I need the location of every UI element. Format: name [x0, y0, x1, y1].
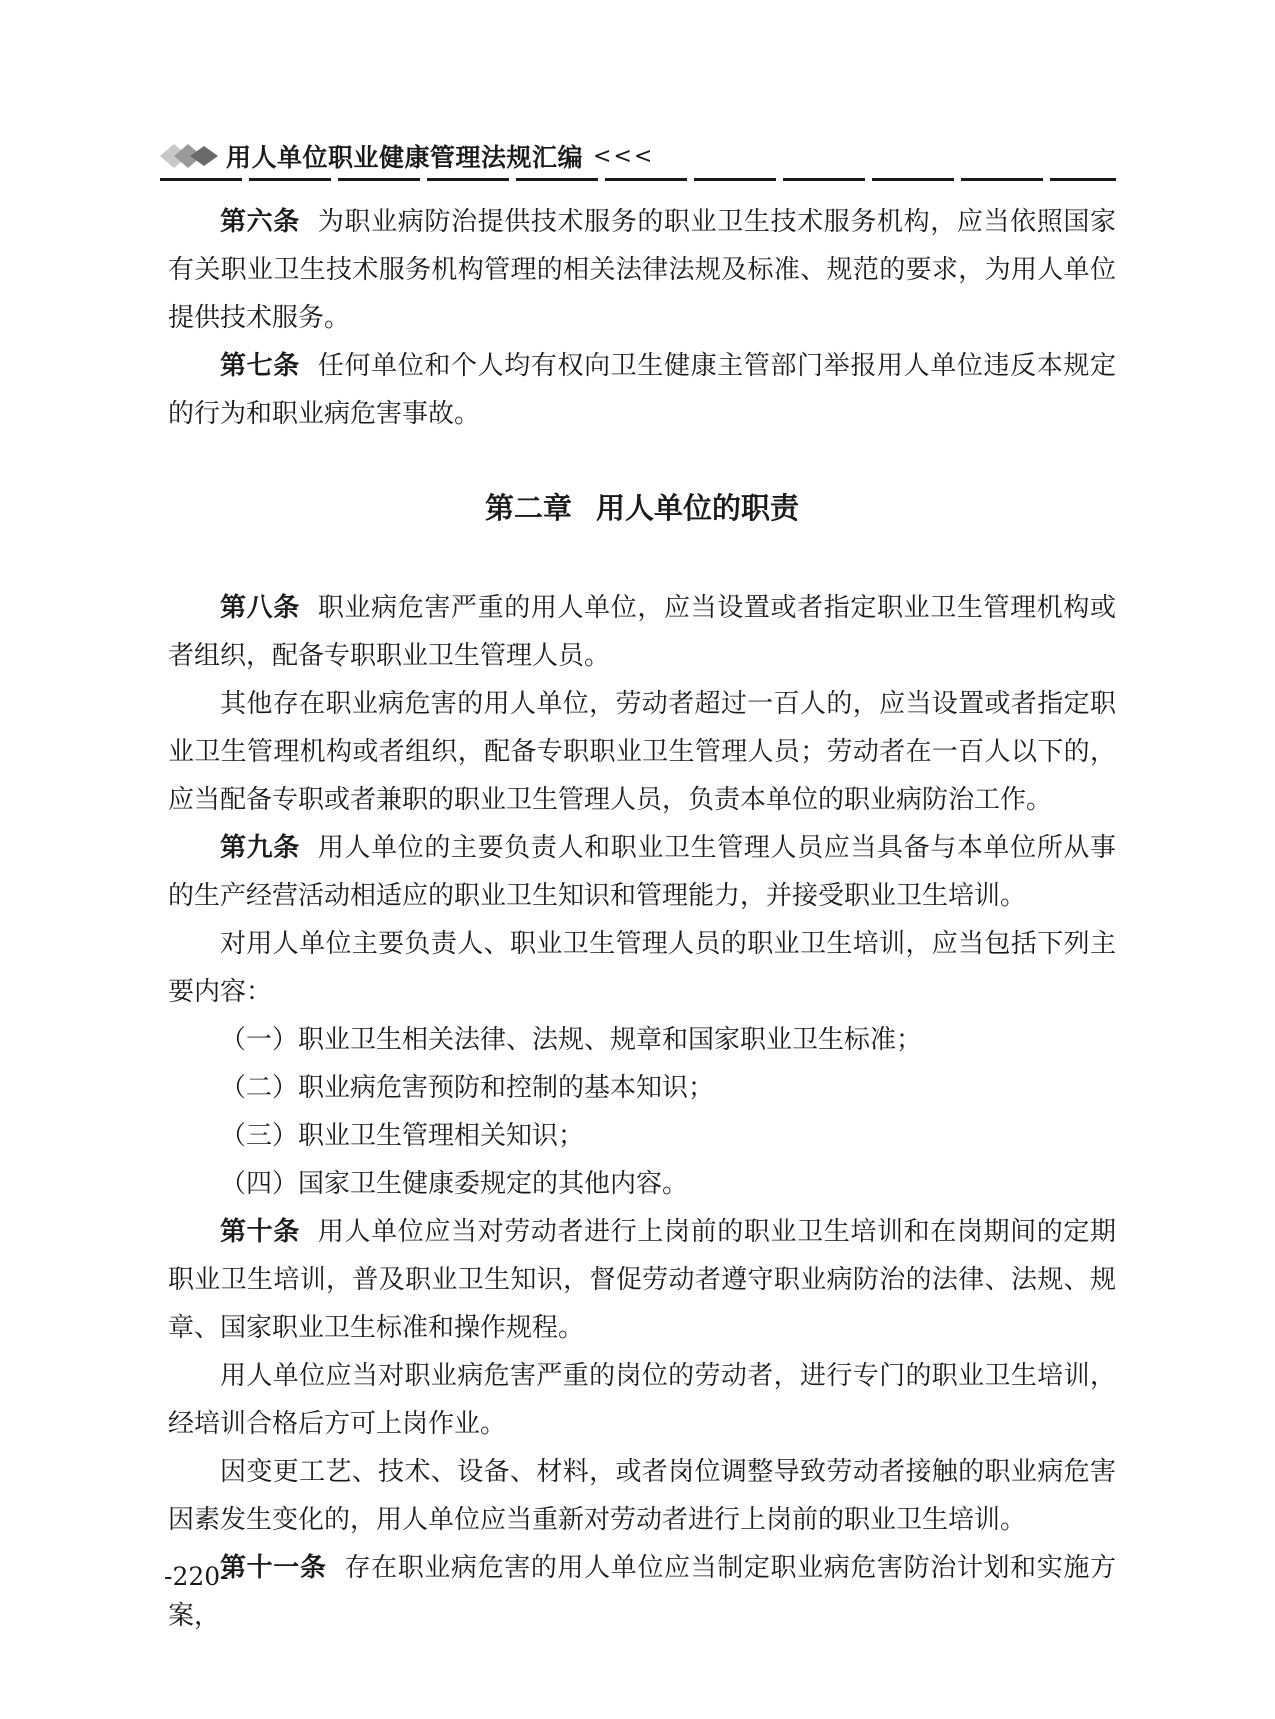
- running-header: [160, 138, 654, 174]
- article-9-paragraph: 对用人单位主要负责人、职业卫生管理人员的职业卫生培训，应当包括下列主要内容：: [168, 929, 1116, 1007]
- article-6: [168, 198, 1116, 342]
- article-label: 第十一条: [220, 1553, 327, 1583]
- article-10: [168, 1208, 1116, 1352]
- article-11: [168, 1544, 1116, 1640]
- page-number: -220-: [164, 1562, 229, 1591]
- article-text: 用人单位应当对劳动者进行上岗前的职业卫生培训和在岗期间的定期职业卫生培训，普及职业卫生知识，督促劳动者遵守职业病防治的法律、法规、规章、国家职业卫生标准和操作规程。: [168, 1217, 1116, 1343]
- double-arrow-logo-icon: [160, 141, 220, 171]
- header-rule: [160, 178, 1116, 181]
- page-body: [168, 198, 1116, 1640]
- article-label: 第九条: [220, 833, 300, 863]
- list-item: （一）职业卫生相关法律、法规、规章和国家职业卫生标准；: [220, 1025, 923, 1055]
- article-9: [168, 824, 1116, 920]
- article-text: 任何单位和个人均有权向卫生健康主管部门举报用人单位违反本规定的行为和职业病危害事故。: [168, 351, 1116, 429]
- chapter-title: 第二章 用人单位的职责: [484, 491, 800, 525]
- article-8-paragraph: 其他存在职业病危害的用人单位，劳动者超过一百人的，应当设置或者指定职业卫生管理机构或者组织，配备专职职业卫生管理人员；劳动者在一百人以下的，应当配备专职或者兼职的职业卫生管理人员，负责本单位的职业病防治工作。: [168, 689, 1116, 815]
- list-item: （三）职业卫生管理相关知识；: [220, 1121, 585, 1151]
- article-8: [168, 584, 1116, 680]
- article-text: 存在职业病危害的用人单位应当制定职业病危害防治计划和实施方案，: [168, 1553, 1116, 1631]
- list-item: （二）职业病危害预防和控制的基本知识；: [220, 1073, 715, 1103]
- article-7: [168, 342, 1116, 438]
- header-arrows: <<<: [593, 143, 655, 169]
- article-text: 用人单位的主要负责人和职业卫生管理人员应当具备与本单位所从事的生产经营活动相适应的职业卫生知识和管理能力，并接受职业卫生培训。: [168, 833, 1116, 911]
- article-10-paragraph: 用人单位应当对职业病危害严重的岗位的劳动者，进行专门的职业卫生培训，经培训合格后方可上岗作业。: [168, 1361, 1116, 1439]
- header-title: 用人单位职业健康管理法规汇编: [226, 143, 584, 172]
- article-text: 职业病危害严重的用人单位，应当设置或者指定职业卫生管理机构或者组织，配备专职职业卫生管理人员。: [168, 593, 1116, 671]
- article-label: 第十条: [220, 1217, 300, 1247]
- article-label: 第六条: [220, 207, 300, 237]
- article-label: 第八条: [220, 593, 300, 623]
- article-10-paragraph: 因变更工艺、技术、设备、材料，或者岗位调整导致劳动者接触的职业病危害因素发生变化的，用人单位应当重新对劳动者进行上岗前的职业卫生培训。: [168, 1457, 1116, 1535]
- list-item: （四）国家卫生健康委规定的其他内容。: [220, 1169, 689, 1199]
- article-text: 为职业病防治提供技术服务的职业卫生技术服务机构，应当依照国家有关职业卫生技术服务机构管理的相关法律法规及标准、规范的要求，为用人单位提供技术服务。: [168, 207, 1116, 333]
- article-label: 第七条: [220, 351, 300, 381]
